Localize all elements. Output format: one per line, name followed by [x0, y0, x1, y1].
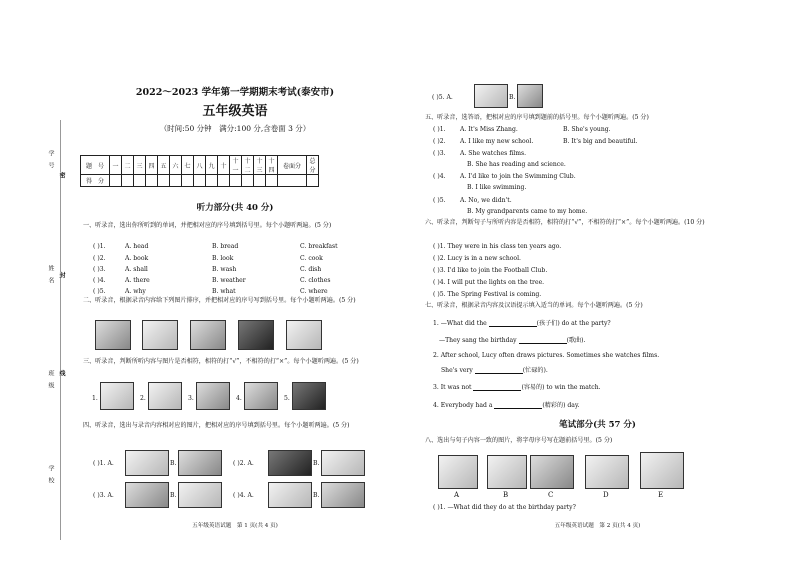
q4-3b-picture [178, 482, 222, 508]
q8-picture-e [640, 452, 684, 489]
score-table-score-row [81, 175, 319, 187]
q4-label: ( )1. A. [93, 460, 114, 467]
q7-hint: (容易的) [521, 384, 545, 391]
q4-5a-picture [474, 84, 508, 108]
score-row-label: 得 分 [81, 175, 110, 187]
q1-option-c: C. clothes [300, 277, 331, 284]
q7-line-3: 2. After school, Lucy often draws pictures. Sometimes she watches films. [433, 352, 660, 359]
binding-line [60, 120, 61, 540]
q4-text: 四、听录音，选出与录音内容相对应的图片，把相对应的序号填到括号里。每个小题听两遍。 [83, 422, 333, 429]
q7-blank-4[interactable] [473, 390, 521, 391]
q4-1a-picture [125, 450, 169, 476]
q1-option-b: B. wash [212, 266, 237, 273]
q4-4a-picture [268, 482, 312, 508]
score-table-header-cell: 六 [170, 156, 182, 175]
q6-row: ( )2. Lucy is in a new school. [433, 255, 521, 262]
q1-option-c: C. breakfast [300, 243, 338, 250]
q1-option-a: A. book [125, 255, 149, 262]
q4-instructions [83, 422, 388, 430]
q8-question-1: ( )1. —What did they do at the birthday party? [433, 504, 576, 511]
q8-picture-b [487, 455, 527, 489]
q4-label: B. [313, 460, 320, 467]
score-cell[interactable] [134, 175, 146, 187]
score-cell[interactable] [194, 175, 206, 187]
q1-option-a: A. why [125, 288, 146, 295]
q3-picture-5 [292, 382, 326, 410]
q5-option-a: A. I'd like to join the Swimming Club. [460, 173, 576, 180]
q5-num: ( )2. [433, 138, 446, 145]
q1-num: ( )5. [93, 288, 106, 295]
q8-letter: C [548, 491, 554, 499]
q3-instructions [83, 358, 388, 366]
q4-points: (5 分) [332, 422, 350, 429]
score-table-header-cell: 十三 [254, 156, 266, 175]
q2-points: (5 分) [338, 297, 356, 304]
score-cell[interactable] [278, 175, 307, 187]
q7-pre: —They sang the birthday [439, 337, 517, 344]
q7-text: 七、听录音，根据录音内容及汉语提示填入适当的单词。每个小题听两遍。 [425, 302, 627, 309]
exam-title: 2022～2023 学年第一学期期末考试(泰安市) [135, 87, 335, 98]
q5-points: (5 分) [632, 114, 649, 121]
left-page-footer: 五年级英语试题 第 1 页(共 4 页) [192, 523, 278, 529]
q8-instructions [425, 437, 770, 445]
listening-section-header: 听力部分(共 40 分) [196, 203, 274, 213]
score-table-header-cell: 十 [218, 156, 230, 175]
q8-picture-c [530, 455, 574, 489]
q7-points: (5 分) [626, 302, 643, 309]
score-table-header-cell: 九 [206, 156, 218, 175]
q2-instructions [83, 297, 388, 305]
q1-option-b: B. what [212, 288, 236, 295]
score-cell[interactable] [122, 175, 134, 187]
q2-picture-4 [238, 320, 274, 350]
score-cell[interactable] [146, 175, 158, 187]
q1-row [93, 243, 106, 250]
q7-pre: 1. —What did the [433, 320, 487, 327]
q5-text: 五、听录音，选答语，把相对应的序号填到题前的括号里。每个小题听两遍。 [425, 114, 633, 121]
q5-num: ( )1. [433, 126, 446, 133]
q6-row: ( )5. The Spring Festival is coming. [433, 291, 542, 298]
q4-label: B. [313, 492, 320, 499]
q4-label: ( )2. A. [233, 460, 254, 467]
q8-points: (5 分) [595, 437, 613, 444]
q7-blank-5[interactable] [494, 408, 542, 409]
q3-picture-2 [148, 382, 182, 410]
q7-blank-3[interactable] [475, 373, 523, 374]
q6-instructions [425, 219, 770, 227]
q1-text: 一、听录音，选出你所听到的单词，并把相对应的序号填到括号里。每个小题听两遍。 [83, 222, 315, 229]
q5-option-b: B. She's young. [563, 126, 611, 133]
q7-hint: (歌曲). [566, 337, 586, 344]
q6-row: ( )3. I'd like to join the Football Club. [433, 267, 548, 274]
q2-picture-3 [190, 320, 226, 350]
q5-option-a: A. She watches films. [460, 150, 527, 157]
q5-option-b: B. She has reading and science. [467, 161, 566, 168]
right-page-footer: 五年级英语试题 第 2 页(共 4 页) [554, 523, 641, 529]
q4-label: B. [170, 460, 177, 467]
q1-num: ( )3. [93, 266, 106, 273]
q4-2a-picture [268, 450, 312, 476]
q1-option-b: B. bread [212, 243, 239, 250]
q8-text: 八、选出与句子内容一致的图片，将字母序号写在题前括号里。 [425, 437, 596, 444]
side-label-student-id: 学 号 [47, 150, 54, 168]
q5-num: ( )3. [433, 150, 446, 157]
q1-num: ( )1. [93, 243, 106, 250]
q5-instructions [425, 114, 770, 122]
q2-picture-2 [142, 320, 178, 350]
q7-line-1 [433, 318, 611, 327]
seal-mark-2: 封 [58, 272, 65, 278]
side-label-name: 姓 名 [47, 265, 54, 283]
q8-letter: B [503, 491, 509, 499]
score-table-header-cell: 七 [182, 156, 194, 175]
side-label-class: 班 级 [47, 370, 54, 388]
seal-mark-1: 密 [58, 172, 65, 178]
q7-pre: 3. It was not [433, 384, 472, 391]
q7-line-4 [441, 365, 548, 374]
q3-picture-4 [244, 382, 278, 410]
q4-label: ( )3. A. [93, 492, 114, 499]
q5-option-b: B. My grandparents came to my home. [467, 208, 588, 215]
score-cell[interactable] [307, 175, 319, 187]
score-table-header-cell: 题 号 [81, 156, 110, 175]
q4-5-label: ( )5. A. [432, 94, 453, 101]
q3-num: 1. [92, 395, 98, 402]
score-cell[interactable] [218, 175, 230, 187]
q1-option-c: C. cook [300, 255, 323, 262]
q6-row: ( )1. They were in his class ten years ago. [433, 243, 562, 250]
q8-letter: D [603, 491, 609, 499]
q7-pre: She's very [441, 367, 473, 374]
q4-4b-picture [321, 482, 365, 508]
score-cell[interactable] [230, 175, 242, 187]
score-table-header-cell: 五 [158, 156, 170, 175]
q1-option-c: C. where [300, 288, 328, 295]
q3-text: 三、听录音，判断所听内容与图片是否相符，相符的打“√”，不相符的打“×”。每个小题听两遍。 [83, 358, 343, 365]
q1-option-a: A. head [125, 243, 149, 250]
q3-num: 4. [236, 395, 242, 402]
score-table-header-cell: 十二 [242, 156, 254, 175]
score-cell[interactable] [182, 175, 194, 187]
q8-letter: E [658, 491, 664, 499]
q3-points: (5 分) [342, 358, 359, 365]
side-label-school: 学 校 [47, 465, 54, 483]
score-table-header-cell: 八 [194, 156, 206, 175]
q7-instructions [425, 302, 770, 310]
score-cell[interactable] [158, 175, 170, 187]
q2-picture-1 [95, 320, 131, 350]
q5-option-b: B. It's big and beautiful. [563, 138, 638, 145]
q7-blank-2[interactable] [519, 343, 567, 344]
score-cell[interactable] [242, 175, 254, 187]
q7-hint: (孩子们) [536, 320, 560, 327]
q5-option-a: A. No, we didn't. [460, 197, 512, 204]
q1-option-a: A. shall [125, 266, 148, 273]
q3-num: 2. [140, 395, 146, 402]
q6-text: 六、听录音，判断句子与所听内容是否相符，相符的打“√”，不相符的打“×”。每个小题听两遍。 [425, 219, 685, 226]
q1-points: (5 分) [314, 222, 332, 229]
q4-2b-picture [321, 450, 365, 476]
q3-num: 5. [284, 395, 290, 402]
score-table-header-cell: 一 [110, 156, 122, 175]
q1-num: ( )4. [93, 277, 106, 284]
score-cell[interactable] [110, 175, 122, 187]
score-table-header-cell: 十四 [266, 156, 278, 175]
q5-num: ( )5. [433, 197, 446, 204]
q7-post: day. [567, 402, 580, 409]
score-table [80, 155, 319, 187]
score-cell[interactable] [206, 175, 218, 187]
q7-post: to win the match. [546, 384, 601, 391]
q4-3a-picture [125, 482, 169, 508]
q5-num: ( )4. [433, 173, 446, 180]
q7-hint: (忙碌的). [522, 367, 548, 374]
q7-hint: (精彩的) [542, 402, 566, 409]
q7-blank-1[interactable] [489, 326, 537, 327]
q7-line-5 [433, 382, 601, 391]
q8-letter: A [454, 491, 460, 499]
exam-time-info: （时间:50 分钟 满分:100 分,含卷面 3 分） [159, 124, 311, 133]
q1-option-b: B. look [212, 255, 234, 262]
score-table-header-cell: 十一 [230, 156, 242, 175]
score-cell[interactable] [170, 175, 182, 187]
q4-1b-picture [178, 450, 222, 476]
q3-picture-3 [196, 382, 230, 410]
q7-pre: 4. Everybody had a [433, 402, 493, 409]
score-table-header-cell: 总分 [307, 156, 319, 175]
q1-option-c: C. dish [300, 266, 322, 273]
q7-line-2 [439, 335, 585, 344]
q8-picture-d [585, 455, 629, 489]
score-table-header-cell: 二 [122, 156, 134, 175]
q4-label: B. [170, 492, 177, 499]
q6-row: ( )4. I will put the lights on the tree. [433, 279, 545, 286]
q1-num: ( )2. [93, 255, 106, 262]
q3-picture-1 [100, 382, 134, 410]
seal-mark-3: 线 [58, 370, 65, 376]
exam-subtitle: 五年级英语 [202, 104, 268, 119]
q2-text: 二、听录音，根据录音内容给下列图片排序，并把相对应的序号写到括号里。每个小题听两遍。 [83, 297, 339, 304]
q1-option-a: A. there [125, 277, 150, 284]
q1-option-b: B. weather [212, 277, 246, 284]
q4-5b-picture [517, 84, 543, 108]
q5-option-b: B. I like swimming. [467, 184, 527, 191]
q4-label: ( )4. A. [233, 492, 254, 499]
q5-option-a: A. It's Miss Zhang. [460, 126, 518, 133]
score-table-header-cell: 卷面分 [278, 156, 307, 175]
q6-points: (10 分) [684, 219, 705, 226]
q3-num: 3. [188, 395, 194, 402]
q1-instructions [83, 222, 388, 230]
score-cell[interactable] [254, 175, 266, 187]
score-table-header-row [81, 156, 319, 175]
q2-picture-5 [286, 320, 322, 350]
q7-post: do at the party? [561, 320, 611, 327]
score-cell[interactable] [266, 175, 278, 187]
score-table-header-cell: 三 [134, 156, 146, 175]
written-section-header: 笔试部分(共 57 分) [559, 420, 636, 430]
q4-5b-label: B. [509, 94, 516, 101]
q5-option-a: A. I like my new school. [460, 138, 534, 145]
q7-line-6 [433, 400, 580, 409]
q8-picture-a [438, 455, 478, 489]
score-table-header-cell: 四 [146, 156, 158, 175]
